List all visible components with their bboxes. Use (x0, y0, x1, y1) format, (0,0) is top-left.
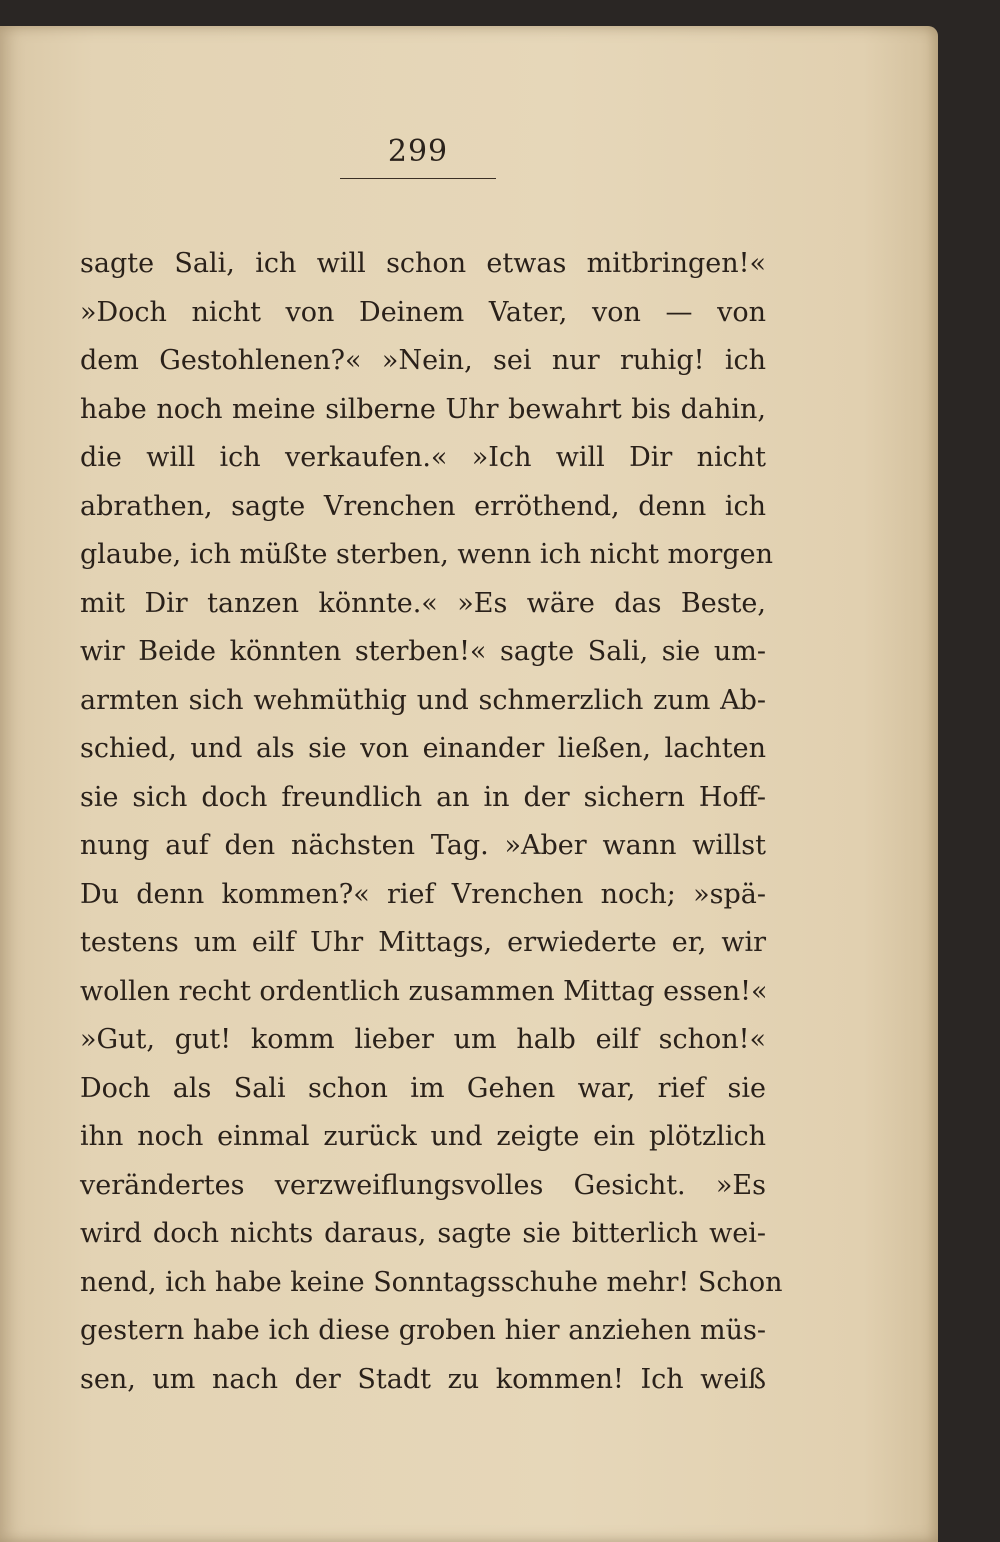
text-line: schied, und als sie von einander ließen, lachten (80, 733, 766, 764)
text-line: nung auf den nächsten Tag. »Aber wann willst (80, 830, 766, 861)
text-line: wird doch nichts daraus, sagte sie bitterlich wei- (80, 1218, 766, 1249)
text-line: verändertes verzweiflungsvolles Gesicht. »Es (80, 1169, 766, 1201)
text-line: ihn noch einmal zurück und zeigte ein plötzlich (80, 1121, 766, 1152)
text-line: die will ich verkaufen.« »Ich will Dir nicht (80, 442, 766, 473)
text-line: glaube, ich müßte sterben, wenn ich nicht morgen (80, 539, 773, 570)
text-line: armten sich wehmüthig und schmerzlich zum Ab- (80, 684, 766, 716)
text-line: Doch als Sali schon im Gehen war, rief sie (80, 1072, 766, 1104)
text-line: Du denn kommen?« rief Vrenchen noch; »spä- (80, 878, 766, 910)
text-line: sagte Sali, ich will schon etwas mitbringen!« (80, 248, 766, 279)
text-line: sie sich doch freundlich an in der sichern Hoff- (80, 781, 766, 813)
text-line: wir Beide könnten sterben!« sagte Sali, sie um- (80, 636, 766, 667)
text-line: habe noch meine silberne Uhr bewahrt bis dahin, (80, 393, 766, 425)
text-line: dem Gestohlenen?« »Nein, sei nur ruhig! ich (80, 345, 766, 376)
text-line: mit Dir tanzen könnte.« »Es wäre das Beste, (80, 587, 766, 619)
book-page (0, 26, 938, 1542)
text-line: testens um eilf Uhr Mittags, erwiederte er, wir (80, 927, 766, 958)
page-number: 299 (387, 134, 449, 169)
text-line: sen, um nach der Stadt zu kommen! Ich weiß (80, 1363, 766, 1395)
text-line: wollen recht ordentlich zusammen Mittag essen!« (80, 975, 768, 1007)
text-line: nend, ich habe keine Sonntagsschuhe mehr! Schon (80, 1266, 783, 1298)
text-line: »Doch nicht von Deinem Vater, von — von (80, 296, 766, 328)
text-line: abrathen, sagte Vrenchen erröthend, denn ich (80, 490, 766, 522)
body-text (80, 240, 783, 1404)
text-line: »Gut, gut! komm lieber um halb eilf schon!« (80, 1024, 766, 1055)
header-rule (340, 178, 496, 179)
text-line: gestern habe ich diese groben hier anziehen müs- (80, 1315, 766, 1346)
